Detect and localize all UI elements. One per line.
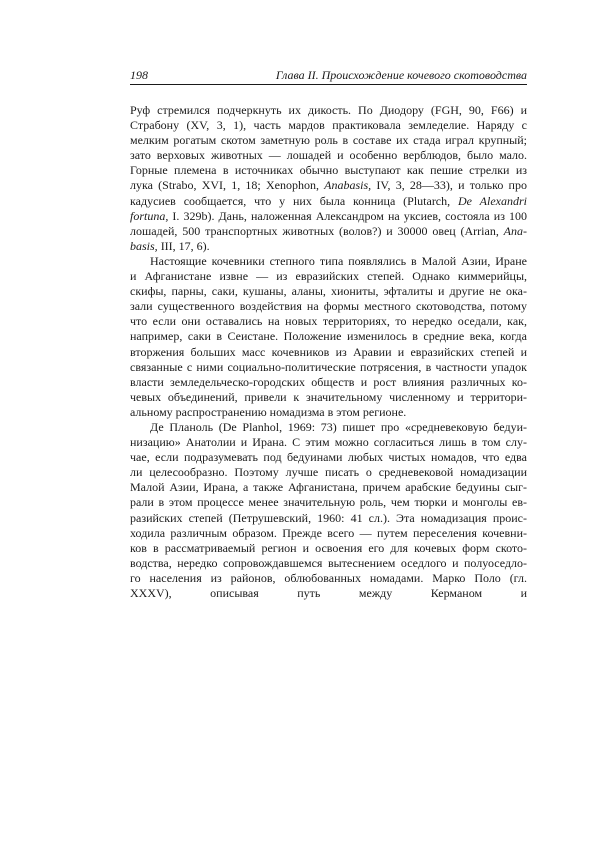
text-segment: Де Планоль (De Planhol, 1969: 73) пишет про «средневековую бедуи- (150, 419, 527, 434)
text-segment: Руф стремился подчеркнуть их дикость. По Диодору (FGH, 90, F66) и (130, 103, 527, 117)
text-line (130, 314, 527, 329)
text-line (130, 118, 527, 133)
italic-text-segment: Ana- (503, 223, 527, 238)
text-line (130, 405, 527, 420)
text-segment: что если они оставались на новых территориях, то нередко оседали, как, (130, 314, 527, 329)
text-line (130, 435, 527, 450)
italic-text-segment: fortuna, (130, 208, 169, 223)
text-segment: кадусиев сообщается, что у них была конница (Plutarch, (130, 193, 459, 208)
text-segment: I. 329b). Дань, наложенная Александром на уксиев, состояла из 100 (168, 208, 527, 223)
text-line (130, 345, 527, 360)
text-line (130, 390, 527, 405)
text-line (130, 284, 527, 299)
text-segment: например, саки в Сеистане. Положение изменилось в средние века, когда (130, 329, 527, 344)
page-number: 198 (130, 68, 148, 82)
text-line (130, 480, 527, 495)
text-segment: зато верховых животных — лошадей и особенно верблюдов, было мало. (130, 148, 527, 163)
chapter-title: Глава II. Происхождение кочевого скотоводства (275, 68, 527, 82)
text-line (130, 511, 527, 526)
text-segment: мелким рогатым скотом заметную роль в составе их стада играл крупный; (130, 133, 527, 148)
text-line (130, 269, 527, 284)
text-line (130, 103, 527, 118)
text-segment: скифы, парны, саки, кушаны, аланы, хиониты, эфталиты и другие не ока- (130, 284, 527, 299)
text-segment: связанные с ними социально-политические потрясения, в частности упадок (130, 359, 527, 374)
text-segment: низацию» Анатолии и Ирана. С этим можно согласиться лишь в том слу- (130, 435, 527, 450)
text-line (130, 556, 527, 571)
text-line (130, 209, 527, 224)
text-segment: водства, нередко сопровождавшемся вытеснением оседлого и полуоседло- (130, 555, 527, 570)
body-text (130, 103, 527, 601)
text-segment: лошадей, 500 транспортных животных (волов?) и 30000 овец (Arrian, (130, 223, 504, 238)
text-segment: вторжения больших масс кочевников из Аравии и евразийских степей и (130, 344, 527, 359)
text-segment: зали существенного воздействия на формы местного скотоводства, потому (130, 299, 527, 314)
text-segment: IV, 3, 28—33), и только про (371, 178, 527, 193)
text-line (130, 586, 527, 601)
italic-text-segment: basis, (130, 238, 158, 253)
text-segment: III, 17, 6). (157, 238, 210, 253)
text-segment: разийских степей (Петрушевский, 1960: 41 сл.). Эта номадизация проис- (130, 510, 527, 525)
text-line (130, 224, 527, 239)
italic-text-segment: De Alexandri (458, 193, 527, 208)
text-segment: Настоящие кочевники степного типа появлялись в Малой Азии, Иране (150, 253, 527, 268)
text-line (130, 329, 527, 344)
text-line (130, 450, 527, 465)
text-segment: альному распространению номадизма в этом регионе. (130, 404, 407, 419)
running-header (130, 68, 527, 85)
text-line (130, 360, 527, 375)
text-line (130, 465, 527, 480)
text-line (130, 420, 527, 435)
text-segment: чае, если подразумевать под бедуинами любых чистых номадов, что едва (130, 450, 527, 465)
text-line (130, 375, 527, 390)
text-segment: ходила различным образом. Прежде всего — путем переселения кочевни- (130, 525, 527, 540)
text-line (130, 178, 527, 193)
text-segment: Горные племена в источниках обычно выступают как пешие стрелки из (130, 163, 527, 178)
text-line (130, 541, 527, 556)
text-segment: Страбону (XV, 3, 1), часть мардов практиковала земледелие. Наряду с (130, 118, 527, 133)
text-line (130, 254, 527, 269)
text-segment: XXXV), описывая путь между Керманом и (130, 586, 527, 600)
text-line (130, 163, 527, 178)
text-line (130, 194, 527, 209)
text-segment: го населения из районов, облюбованных номадами. Марко Поло (гл. (130, 570, 527, 585)
text-segment: рали в этом процессе менее значительную роль, чем тюрки и монголы ев- (130, 495, 527, 510)
text-segment: Малой Азии, Ирана, а также Афганистана, причем арабские бедуины сыг- (130, 480, 527, 495)
text-line (130, 495, 527, 510)
italic-text-segment: Anabasis, (324, 178, 372, 193)
book-page (130, 68, 527, 601)
text-segment: лука (Strabo, XVI, 1, 18; Xenophon, (130, 178, 325, 193)
text-segment: ли целесообразно. Поэтому лучше писать о средневековой номадизации (130, 465, 527, 480)
text-line (130, 571, 527, 586)
text-segment: и Афганистане извне — из евразийских степей. Однако киммерийцы, (130, 269, 527, 284)
text-line (130, 526, 527, 541)
text-segment: власти земледельческо-городских обществ и рост влияния различных ко- (130, 374, 527, 389)
text-line (130, 239, 527, 254)
text-line (130, 133, 527, 148)
text-segment: ков в рассматриваемый регион и освоения его для кочевых форм ското- (130, 540, 527, 555)
text-line (130, 299, 527, 314)
text-segment: чевых объединений, привели к значительному численному и территори- (130, 389, 527, 404)
text-line (130, 148, 527, 163)
